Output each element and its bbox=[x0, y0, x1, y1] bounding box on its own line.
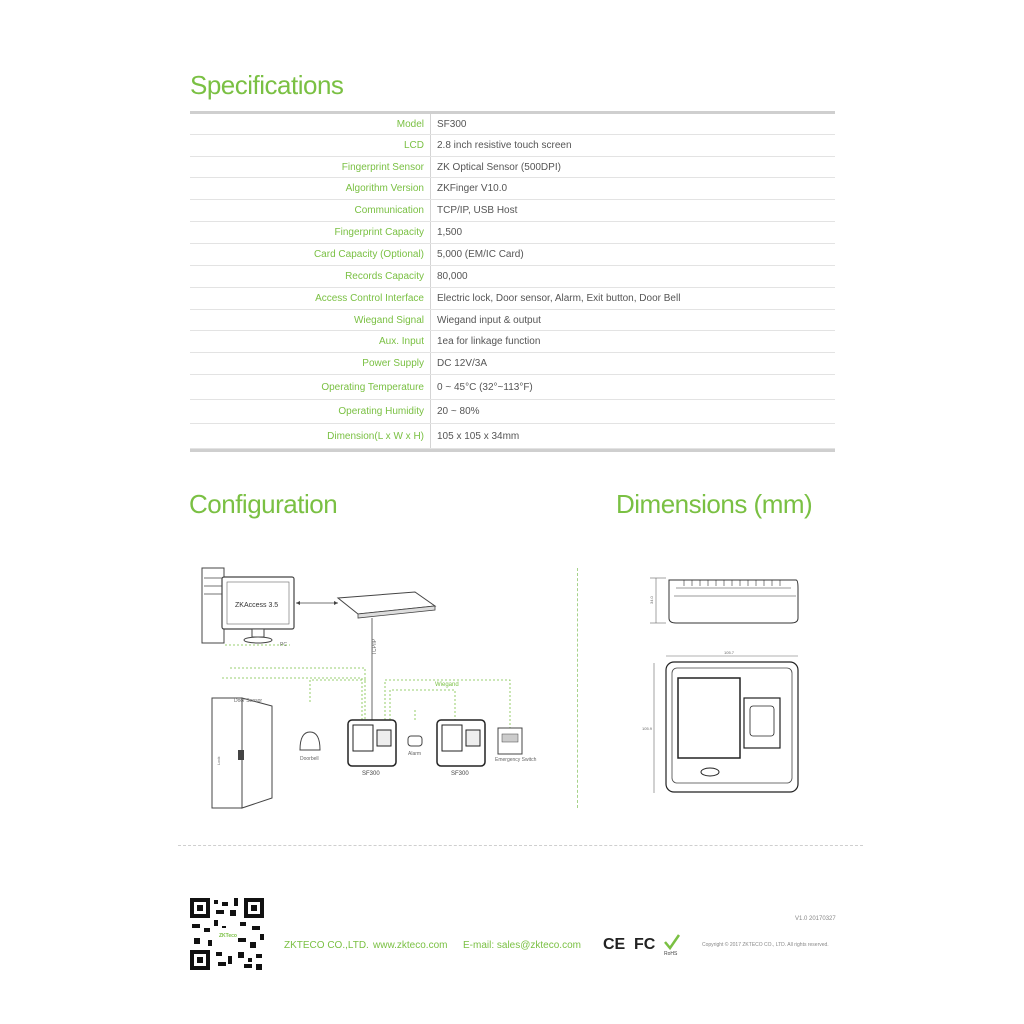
spec-label: LCD bbox=[190, 135, 431, 156]
door-leaf bbox=[242, 698, 272, 808]
spec-label: Fingerprint Capacity bbox=[190, 222, 431, 243]
front-screen bbox=[678, 678, 740, 758]
device1-label: SF300 bbox=[362, 771, 380, 777]
spec-row bbox=[190, 222, 835, 244]
spec-row bbox=[190, 200, 835, 222]
website-link[interactable]: www.zkteco.com bbox=[373, 940, 448, 951]
spec-row bbox=[190, 114, 835, 135]
spec-label: Operating Humidity bbox=[190, 400, 431, 423]
spec-value: ZK Optical Sensor (500DPI) bbox=[437, 161, 561, 173]
spec-label: Aux. Input bbox=[190, 331, 431, 352]
spec-label: Operating Temperature bbox=[190, 375, 431, 399]
spec-label: Card Capacity (Optional) bbox=[190, 244, 431, 265]
spec-row bbox=[190, 353, 835, 375]
fc-mark: FC bbox=[634, 936, 656, 953]
section-divider bbox=[577, 568, 578, 808]
spec-table bbox=[190, 111, 835, 452]
spec-row bbox=[190, 424, 835, 449]
ce-mark: CE bbox=[603, 936, 626, 953]
spec-row bbox=[190, 331, 835, 353]
configuration-title: Configuration bbox=[189, 489, 338, 519]
pc-tower bbox=[202, 568, 224, 643]
qr-code bbox=[190, 898, 264, 970]
front-card-reader bbox=[701, 768, 719, 776]
spec-value: TCP/IP, USB Host bbox=[437, 205, 518, 216]
spec-row bbox=[190, 310, 835, 331]
doorbell-icon bbox=[300, 732, 320, 750]
spec-value: 2.8 inch resistive touch screen bbox=[437, 140, 572, 151]
wiegand-label: Wiegand bbox=[435, 682, 459, 688]
spec-label: Records Capacity bbox=[190, 266, 431, 287]
side-view bbox=[669, 580, 798, 623]
spec-rows bbox=[190, 114, 835, 449]
configuration-diagram bbox=[190, 560, 540, 820]
spec-label: Algorithm Version bbox=[190, 178, 431, 199]
spec-label: Wiegand Signal bbox=[190, 310, 431, 330]
spec-label: Dimension(L x W x H) bbox=[190, 424, 431, 448]
qr-brand: ZKTeco bbox=[219, 933, 237, 939]
spec-label: Power Supply bbox=[190, 353, 431, 374]
width-label: 105.7 bbox=[724, 650, 735, 655]
spec-value: 80,000 bbox=[437, 271, 468, 282]
spec-value: 5,000 (EM/IC Card) bbox=[437, 249, 524, 260]
alarm-label: Alarm bbox=[408, 751, 422, 757]
rohs-mark bbox=[662, 932, 682, 956]
email-link[interactable]: E-mail: sales@zkteco.com bbox=[463, 940, 581, 951]
specifications-title: Specifications bbox=[190, 70, 344, 100]
software-label: ZKAccess 3.5 bbox=[235, 602, 279, 609]
spec-row bbox=[190, 266, 835, 288]
footer-divider bbox=[178, 845, 863, 846]
door-sensor-label: Door Sensor bbox=[234, 698, 263, 704]
spec-bottom-rule bbox=[190, 449, 835, 452]
spec-row bbox=[190, 400, 835, 424]
spec-label: Fingerprint Sensor bbox=[190, 157, 431, 177]
spec-row bbox=[190, 288, 835, 310]
spec-row bbox=[190, 375, 835, 400]
spec-row bbox=[190, 178, 835, 200]
height-label: 34.0 bbox=[649, 596, 654, 604]
spec-value: 105 x 105 x 34mm bbox=[437, 430, 520, 442]
doorbell-label: Doorbell bbox=[300, 756, 319, 762]
spec-label: Communication bbox=[190, 200, 431, 221]
device2-label: SF300 bbox=[451, 771, 469, 777]
spec-value: 1,500 bbox=[437, 227, 463, 238]
lock-label: Lock bbox=[216, 756, 221, 765]
spec-row bbox=[190, 157, 835, 178]
spec-value: 1ea for linkage function bbox=[437, 336, 541, 347]
spec-value: ZKFinger V10.0 bbox=[437, 183, 508, 194]
dimensions-title: Dimensions (mm) bbox=[616, 489, 813, 519]
spec-value: DC 12V/3A bbox=[437, 358, 488, 369]
svg-text:RoHS: RoHS bbox=[664, 951, 678, 956]
version-label: V1.0 20170327 bbox=[795, 916, 836, 922]
emergency-label: Emergency Switch bbox=[495, 757, 537, 763]
spec-value: Wiegand input & output bbox=[437, 314, 541, 326]
dimensions-drawing bbox=[636, 568, 816, 798]
copyright: Copyright © 2017 ZKTECO CO., LTD. All rights reserved. bbox=[702, 942, 829, 948]
spec-label: Model bbox=[190, 114, 431, 134]
spec-value: Electric lock, Door sensor, Alarm, Exit button, Door Bell bbox=[437, 293, 681, 304]
spec-row bbox=[190, 135, 835, 157]
spec-row bbox=[190, 244, 835, 266]
tcpip-label: TCP/IP bbox=[372, 638, 378, 655]
spec-label: Access Control Interface bbox=[190, 288, 431, 309]
company-name: ZKTECO CO.,LTD. bbox=[284, 940, 369, 951]
spec-value: 20 ~ 80% bbox=[437, 406, 480, 417]
door-frame bbox=[212, 698, 242, 808]
spec-value: SF300 bbox=[437, 118, 467, 130]
alarm-icon bbox=[408, 736, 422, 746]
spec-value: 0 ~ 45°C (32°~113°F) bbox=[437, 381, 533, 393]
depth-label: 105.9 bbox=[642, 726, 653, 731]
pc-label: PC bbox=[280, 642, 287, 648]
